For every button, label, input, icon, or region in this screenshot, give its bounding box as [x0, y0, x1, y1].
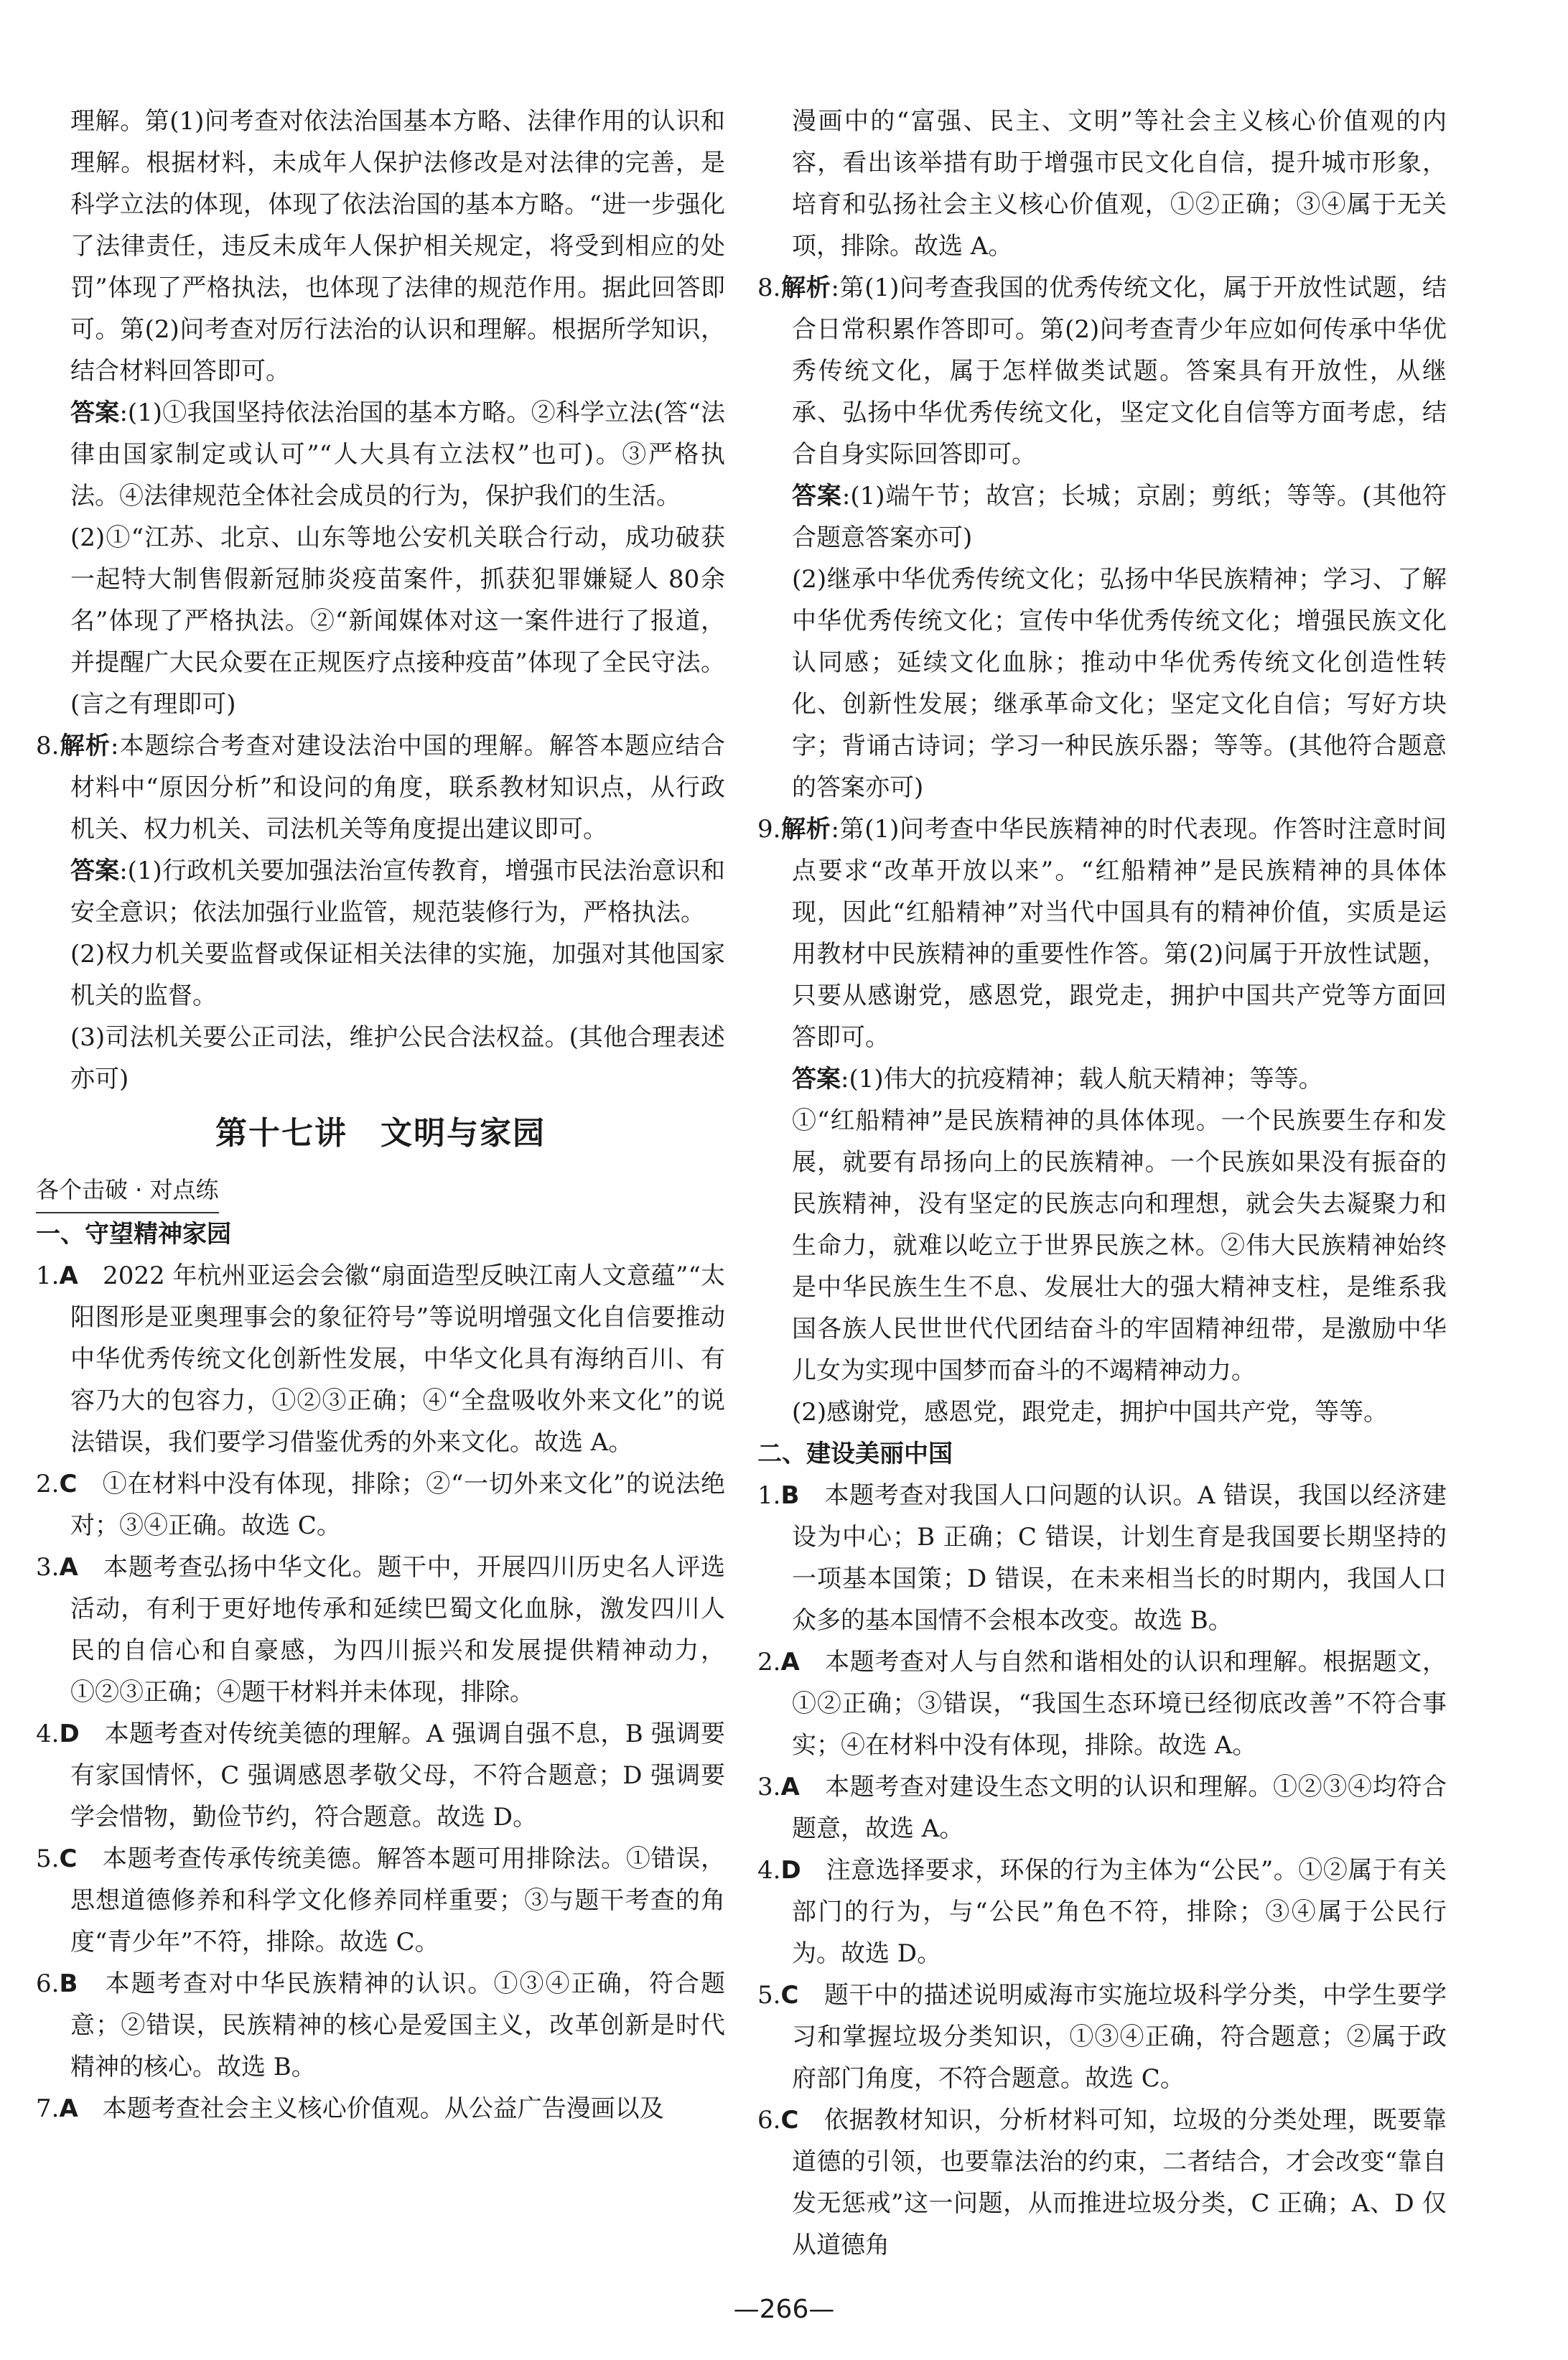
question-8-analysis: 8.解析:本题综合考查对建设法治中国的理解。解答本题应结合材料中“原因分析”和设问的角度，联系教材知识点，从行政机关、权力机关、司法机关等角度提出建议即可。: [36, 732, 725, 844]
analysis-label: 解析: [780, 274, 831, 302]
list-item: 2.A 本题考查对人与自然和谐相处的认识和理解。根据题文，①②正确；③错误，“我国生态环境已经彻底改善”不符合事实；④在材料中没有体现，排除。故选 A。: [757, 1648, 1447, 1760]
answer-7: 答案:(1)①我国坚持依法治国的基本方略。②科学立法(答“法律由国家制定或认可”“人大具有立法权”也可)。③严格执法。④法律规范全体社会成员的行为，保护我们的生活。: [70, 398, 726, 510]
answer-7-part-2: (2)①“江苏、北京、山东等地公安机关联合行动，成功破获一起特大制售假新冠肺炎疫苗案件，抓获犯罪嫌疑人 80余名”体现了严格执法。②“新闻媒体对这一案件进行了报道，并提醒广大民众要在正规医疗点接种疫苗”体现了全民守法。(言之有理即可): [70, 523, 725, 719]
answer-label: 答案: [792, 1065, 841, 1093]
list-item: 7.A 本题考查社会主义核心价值观。从公益广告漫画以及: [36, 2094, 664, 2123]
continued-item-7: 漫画中的“富强、民主、文明”等社会主义核心价值观的内容，看出该举措有助于增强市民文化自信，提升城市形象，培育和弘扬社会主义核心价值观，①②正确；③④属于无关项，排除。故选 A。: [792, 107, 1447, 261]
answer-8: 答案:(1)行政机关要加强法治宣传教育，增强市民法治意识和安全意识；依法加强行业监管，规范装修行为，严格执法。: [70, 857, 726, 927]
page-number: —266—: [733, 2295, 835, 2324]
list-item: 6.C 依据教材知识，分析材料可知，垃圾的分类处理，既要靠道德的引领，也要靠法治的约束，二者结合，才会改变“靠自发无惩戒”这一问题，从而推进垃圾分类，C 正确；A、D 仅从道德角: [757, 2106, 1447, 2259]
answer-8-part-2: (2)权力机关要监督或保证相关法律的实施，加强对其他国家机关的监督。: [70, 940, 725, 1010]
analysis-label: 解析: [59, 732, 111, 760]
list-item: 4.D 本题考查对传统美德的理解。A 强调自强不息，B 强调要有家国情怀，C 强调感恩孝敬父母，不符合题意；D 强调要学会惜物，勤俭节约，符合题意。故选 D。: [36, 1720, 725, 1832]
list-item: 5.C 本题考查传承传统美德。解答本题可用排除法。①错误，思想道德修养和科学文化修养同样重要；③与题干考查的角度“青少年”不符，排除。故选 C。: [36, 1844, 725, 1956]
section-title: 第十七讲 文明与家园: [215, 1115, 546, 1152]
answer-9: 答案:(1)伟大的抗疫精神；载人航天精神；等等。: [792, 1065, 1323, 1093]
list-item: 3.A 本题考查弘扬中华文化。题干中，开展四川历史名人评选活动，有利于更好地传承和延续巴蜀文化血脉，激发四川人民的自信心和自豪感，为四川振兴和发展提供精神动力，①②③正确；④题干材料并未体现，排除。: [36, 1553, 725, 1707]
list-item: 3.A 本题考查对建设生态文明的认识和理解。①②③④均符合题意，故选 A。: [757, 1773, 1447, 1843]
list-item: 1.A 2022 年杭州亚运会会徽“扇面造型反映江南人文意蕴”“太阳图形是亚奥理事会的象征符号”等说明增强文化自信要推动中华优秀传统文化创新性发展，中华文化具有海纳百川、有容乃大的包容力，①②③正确；④“全盘吸收外来文化”的说法错误，我们要学习借鉴优秀的外来文化。故选 A。: [36, 1261, 725, 1457]
part-heading-2: 二、建设美丽中国: [757, 1440, 953, 1468]
subsection-label: 各个击破 · 对点练: [36, 1169, 219, 1213]
list-item: 6.B 本题考查对中华民族精神的认识。①③④正确，符合题意；②错误，民族精神的核心是爱国主义，改革创新是时代精神的核心。故选 B。: [36, 1969, 725, 2081]
part-heading-1: 一、守望精神家园: [36, 1220, 231, 1249]
continued-analysis: 理解。第(1)问考查对依法治国基本方略、法律作用的认识和理解。根据材料，未成年人保护法修改是对法律的完善，是科学立法的体现，体现了依法治国的基本方略。“进一步强化了法律责任，违反未成年人保护相关规定，将受到相应的处罚”体现了严格执法，也体现了法律的规范作用。据此回答即可。第(2)问考查对厉行法治的认识和理解。根据所学知识，结合材料回答即可。: [70, 107, 725, 386]
answer-8: 答案:(1)端午节；故宫；长城；京剧；剪纸；等等。(其他符合题意答案亦可): [792, 482, 1447, 552]
answer-8-part-3: (3)司法机关要公正司法，维护公民合法权益。(其他合理表述亦可): [70, 1023, 725, 1093]
analysis-label: 解析: [780, 815, 831, 844]
answer-label: 答案: [70, 398, 120, 427]
list-item: 4.D 注意选择要求，环保的行为主体为“公民”。①②属于有关部门的行为，与“公民”角色不符，排除；③④属于公民行为。故选 D。: [757, 1856, 1447, 1968]
list-item: 2.C ①在材料中没有体现，排除；②“一切外来文化”的说法绝对；③④正确。故选 C。: [36, 1470, 725, 1540]
right-column: [757, 101, 1447, 2266]
answer-label: 答案: [792, 482, 842, 510]
answer-9-part-3: (2)感谢党，感恩党，跟党走，拥护中国共产党，等等。: [792, 1398, 1389, 1427]
question-9-analysis: 9.解析:第(1)问考查中华民族精神的时代表现。作答时注意时间点要求“改革开放以来”。“红船精神”是民族精神的具体体现，因此“红船精神”对当代中国具有的精神价值，实质是运用教材中民族精神的重要性作答。第(2)问属于开放性试题，只要从感谢党，感恩党，跟党走，拥护中国共产党等方面回答即可。: [757, 815, 1447, 1052]
list-item: 1.B 本题考查对我国人口问题的认识。A 错误，我国以经济建设为中心；B 正确；C 错误，计划生育是我国要长期坚持的一项基本国策；D 错误，在未来相当长的时期内，我国人口众多的基本国情不会根本改变。故选 B。: [757, 1481, 1447, 1635]
answer-9-part-2: ①“红船精神”是民族精神的具体体现。一个民族要生存和发展，就要有昂扬向上的民族精神。一个民族如果没有振奋的民族精神，没有坚定的民族志向和理想，就会失去凝聚力和生命力，就难以屹立于世界民族之林。②伟大民族精神始终是中华民族生生不息、发展壮大的强大精神支柱，是维系我国各族人民世世代代团结奋斗的牢固精神纽带，是激励中华儿女为实现中国梦而奋斗的不竭精神动力。: [792, 1106, 1447, 1385]
answer-label: 答案: [70, 857, 120, 885]
list-item: 5.C 题干中的描述说明威海市实施垃圾科学分类，中学生要学习和掌握垃圾分类知识，①③④正确，符合题意；②属于政府部门角度，不符合题意。故选 C。: [757, 1981, 1447, 2093]
question-8-analysis: 8.解析:第(1)问考查我国的优秀传统文化，属于开放性试题，结合日常积累作答即可。第(2)问考查青少年应如何传承中华优秀传统文化，属于怎样做类试题。答案具有开放性，从继承、弘扬中华优秀传统文化，坚定文化自信等方面考虑，结合自身实际回答即可。: [757, 274, 1447, 469]
answer-8-part-2: (2)继承中华优秀传统文化；弘扬中华民族精神；学习、了解中华优秀传统文化；宣传中华优秀传统文化；增强民族文化认同感；延续文化血脉；推动中华优秀传统文化创造性转化、创新性发展；继承革命文化；坚定文化自信；写好方块字；背诵古诗词；学习一种民族乐器；等等。(其他符合题意的答案亦可): [792, 565, 1447, 802]
left-column: [36, 101, 725, 2130]
